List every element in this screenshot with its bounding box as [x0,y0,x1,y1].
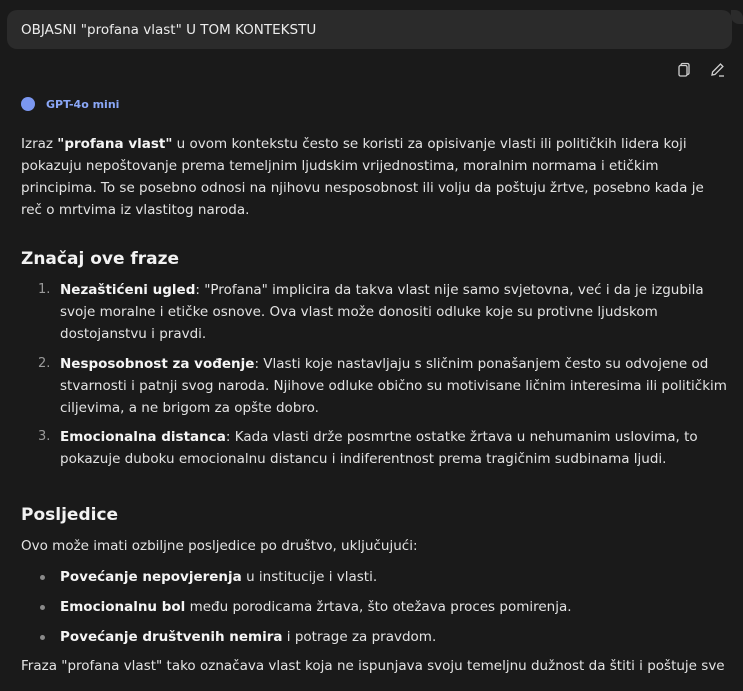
list-item [21,566,729,588]
user-message-bubble [7,10,732,49]
significance-list [21,279,729,470]
bullet [40,605,45,610]
list-item [21,353,729,419]
list-number: 1. [38,282,51,297]
list-item [21,596,729,618]
list-item-bold: Povećanje društvenih nemira [60,629,283,645]
list-number: 2. [38,356,51,371]
list-item-text: među porodicama žrtava, što otežava proces pomirenja. [185,599,572,615]
intro-pre: Izraz [21,136,58,152]
bullet [40,635,45,640]
intro-post: u ovom kontekstu često se koristi za opisivanje vlasti ili političkih lidera koji pokazuju nepoštovanje prema temeljnim ljudskim vrijednostima, moralnim normama i etičkim principima. To se posebno odnosi na njihovu nesposobnost ili volju da poštuju žrtve, posebno kada je reč o mrtvima iz vlastitog naroda. [21,136,704,218]
message-actions [677,61,725,77]
list-item-text: i potrage za pravdom. [282,629,437,645]
closing-paragraph: Fraza "profana vlast" tako označava vlast koja ne ispunjava svoju temeljnu dužnost da štiti i poštuje sve [21,658,725,674]
edit-pencil-icon[interactable] [709,61,725,77]
section-heading-consequences: Posljedice [21,505,119,525]
consequences-lead: Ovo može imati ozbiljne posljedice po društvo, uključujući: [21,538,418,554]
list-item [21,279,729,345]
model-name: GPT-4o mini [46,97,120,111]
list-item-bold: Emocionalna distanca [60,429,226,445]
list-item-bold: Nesposobnost za vođenje [60,356,255,372]
copy-icon[interactable] [677,61,693,77]
list-item-bold: Povećanje nepovjerenja [60,569,242,585]
consequences-list [21,566,729,648]
list-item [21,426,729,470]
list-item-bold: Nezaštićeni ugled [60,282,196,298]
intro-paragraph [21,133,729,221]
assistant-response [21,133,729,677]
list-item-text: : Kada vlasti drže posmrtne ostatke žrtava u nehumanim uslovima, to pokazuje duboku emocionalnu distancu i indiferentnost prema tragičnim sudbinama ljudi. [60,429,698,467]
list-item-text: u institucije i vlasti. [241,569,378,585]
list-number: 3. [38,429,51,444]
intro-bold: "profana vlast" [57,136,173,152]
list-item [21,626,729,648]
model-label-row [21,97,119,111]
user-message-text: OBJASNI "profana vlast" U TOM KONTEKSTU [21,22,317,38]
model-avatar [21,97,35,111]
list-item-bold: Emocionalnu bol [60,599,186,615]
list-item-text: : "Profana" implicira da takva vlast nije samo svjetovna, već i da je izgubila svoje moralne i etičke osnove. Ova vlast može donositi odluke koje su protivne ljudskom dostojanstvu i pravdi. [60,282,704,342]
list-item-text: : Vlasti koje nastavljaju s sličnim ponašanjem često su odvojene od stvarnosti i patnji svog naroda. Njihove odluke obično su motivisane ličnim interesima ili političkim ciljevima, a ne brigom za opšte dobro. [60,356,727,416]
bubble-tail [731,10,743,24]
section-heading-significance: Značaj ove fraze [21,249,180,269]
bullet [40,575,45,580]
